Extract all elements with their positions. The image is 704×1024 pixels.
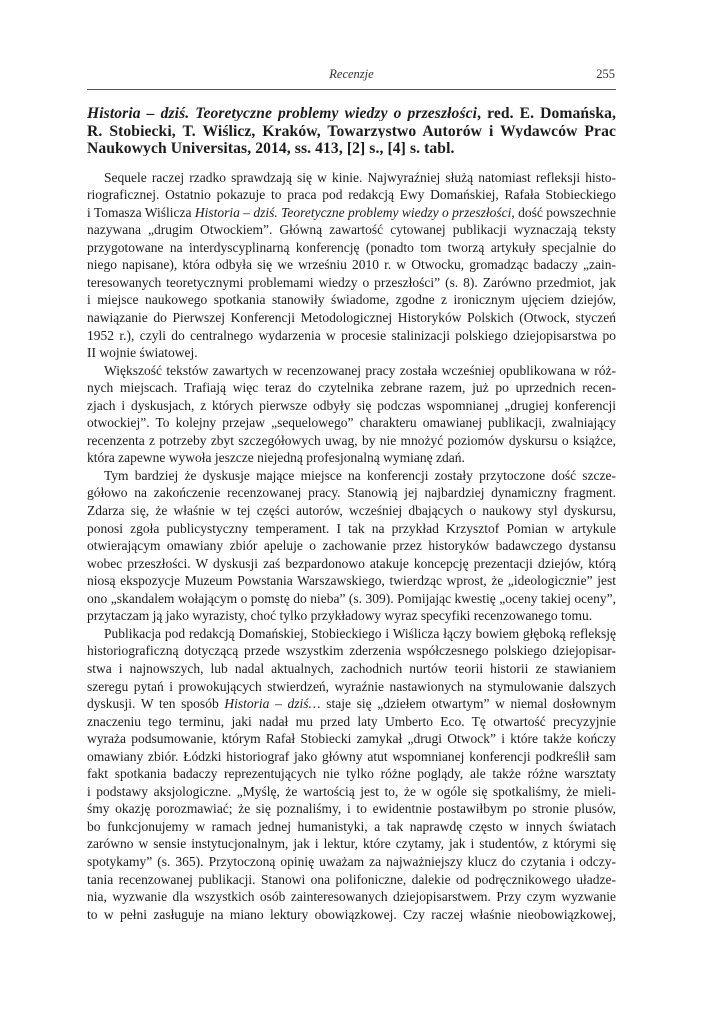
text-segment: bo funkcjonujemy w ramach jednej humanistyki, a tak naprawdę często w innych światach [87,818,616,834]
text-segment: przytaczam ją jako wyrazisty, choć tylko przykładowy wyraz specyfiki recenzowanego tomu. [87,608,593,624]
text-line [87,502,616,520]
text-line [87,783,616,801]
text-segment: recenzenta z potrzeby zbyt szczegółowych uwag, by nie mnożyć poziomów dyskursu o książce, [87,432,616,448]
text-line [87,484,616,502]
text-segment: dyskusji. W ten sposób [87,696,225,712]
text-line [87,748,616,766]
text-segment: , dość powszechnie [511,204,616,220]
page [87,62,616,923]
text-segment: otwierającym omawiany zbiór apeluje o zachowanie przez historyków badawczego dystansu [87,538,616,554]
text-line [87,572,616,590]
text-segment: Sequele raczej rzadko sprawdzają się w kinie. Najwyraźniej służą natomiast refleksji histo- [104,169,616,185]
text-segment: II wojnie światowej. [87,345,198,361]
text-segment: 1952 r.), czyli do centralnego wydarzenia w procesie stalinizacji polskiego dziejopisarstwa po [87,327,616,343]
text-segment: niosą ekspozycje Muzeum Powstania Warszawskiego, twierdząc wprost, że „ideologicznie” jest [87,573,616,589]
text-segment: stwa i najnowszych, lub nadal aktualnych, zachodnich nurtów teorii historii ze stawianiem [87,660,616,676]
text-line [87,204,616,222]
text-line [87,537,616,555]
text-segment: tania recenzowanej publikacji. Stanowi ona polifoniczne, dalekie od podręcznikowego uładze- [87,871,616,887]
text-line [87,835,616,853]
text-segment: zjach i dyskusjach, z których pierwsze odbyły się podczas wspomnianej „drugiej konferencji [87,397,616,413]
text-line [87,590,616,608]
text-line [87,713,616,731]
text-segment: to w pełni zasługuje na miano lektury obowiązkowej. Czy raczej właśnie nieobowiązkowej, [87,906,616,922]
text-segment: śmy okazję porozmawiać; że się poznaliśmy, i to ewidentnie postawiłbym po stronie plusów, [87,801,616,817]
text-line [87,467,616,485]
text-line [87,607,616,625]
heading-line-1 [87,103,616,121]
text-segment: wobec przeszłości. W dyskusji zaś bezpardonowo atakuje koncepcję prezentacji dziejów, którą [87,555,616,571]
text-segment: zarówno w sensie instytucjonalnym, jak i lektur, które czytamy, jak i studentów, z którymi się [87,836,616,852]
text-segment: szeregu pytań i prowokujących stwierdzeń, wyraźnie nastawionych na stymulowanie dalszych [87,678,616,694]
text-segment: znaczeniu tego terminu, jaki nadał mu przed laty Umberto Eco. Tę otwartość precyzyjnie [87,713,616,729]
text-line [87,397,616,415]
book-title: Historia – dziś. Teoretyczne problemy wiedzy o przeszłości [87,105,478,121]
heading-line-3: Naukowych Universitas, 2014, ss. 413, [2] s., [4] s. tabl. [87,140,455,156]
text-line [87,432,616,450]
text-segment: Publikacja pod redakcją Domańskiej, Stobieckiego i Wiślicza łączy bowiem głęboką refleksję [104,625,616,641]
text-segment: która zapewne wywoła jeszcze niejedną profesjonalną wymianę zdań. [87,450,465,466]
text-segment: i miejsce naukowego spotkania stanowiły świadome, zgodne z ironicznym ujęciem dziejów, [87,292,616,308]
text-segment: wyraża podsumowanie, którym Rafał Stobiecki zamykał „drugi Otwock” i które także kończy [87,731,616,747]
text-segment: omawiany zbiór. Łódzki historiograf jako główny atut wspomnianej konferencji podkreślił sam [87,748,616,764]
text-line [87,379,616,397]
text-line [87,221,616,239]
text-line [87,660,616,678]
text-segment: Tym bardziej że dyskusje mające miejsce na konferencji zostały przytoczone dość szcze- [104,467,616,483]
text-line [87,520,616,538]
text-segment: ponosi zgoła publicystyczny temperament. I tak na przykład Krzysztof Pomian w artykule [87,520,616,536]
text-segment: i podstawy aksjologiczne. „Myślę, że wartością jest to, że w ogóle się spotkaliśmy, że mieli- [87,783,616,799]
text-line [87,414,616,432]
text-line [87,309,616,327]
text-line [87,291,616,309]
text-line [87,362,616,380]
text-segment: nawiązanie do Pierwszej Konferencji Metodologicznej Historyków Polskich (Otwock, styczeń [87,310,616,326]
text-line [87,169,616,187]
text-segment: nia, wyzwanie dla wszystkich osób zainteresowanych dziejopisarstwem. Przy czym wyzwanie [87,889,616,905]
text-line [87,327,616,345]
text-line [87,555,616,573]
text-segment: otwockiej”. To kolejny przejaw „sequelowego” charakteru omawianej publikacji, zwalniający [87,415,616,431]
text-line [87,695,616,713]
text-segment: riograficznej. Ostatnio pokazuje to praca pod redakcją Ewy Domańskiej, Rafała Stobieckiego [87,187,616,203]
running-head [87,62,616,82]
text-line [87,853,616,871]
text-line [87,186,616,204]
text-segment: fakt spotkania badaczy reprezentujących nie tylko różne poglądy, ale także różne warsztaty [87,766,616,782]
text-line [87,800,616,818]
text-line [87,818,616,836]
text-line [87,871,616,889]
text-segment: spotykamy” (s. 365). Przytoczoną opinię uważam za najważniejszy klucz do czytania i odczy- [87,853,616,869]
text-segment: niego napisane), która odbyła się we wrześniu 2010 r. w Otwocku, gromadząc badaczy „zain- [87,257,616,273]
text-segment: Zdarza się, że właśnie w tej części autorów, wcześniej dbających o naukowy styl dyskursu, [87,503,616,519]
heading-editors: , red. E. Domańska, [477,105,616,121]
text-line [87,625,616,643]
text-segment: i Tomasza Wiślicza [87,204,195,220]
text-line [87,239,616,257]
text-segment: przygotowane na interdyscyplinarną konferencję (ponadto tom tworzą artykuły specjalnie do [87,239,616,255]
text-line [87,678,616,696]
italic-title: Historia – dziś… [224,696,321,712]
text-line [87,888,616,906]
text-line [87,906,616,924]
text-line [87,765,616,783]
text-segment: teresowanych teoretycznymi problemami wiedzy o przeszłości” (s. 8). Zarówno przedmiot, jak [87,274,616,290]
heading-line-2: R. Stobiecki, T. Wiślicz, Kraków, Towarzystwo Autorów i Wydawców Prac [87,122,616,139]
text-segment: gółowo na zakończenie recenzowanej pracy. Stanowią jej najbardziej dynamiczny fragment. [87,485,616,501]
running-title: Recenzje [329,67,374,81]
page-number: 255 [596,67,615,81]
paragraph [87,169,616,362]
text-segment: Większość tekstów zawartych w recenzowanej pracy została wcześniej opublikowana w róż- [104,362,616,378]
text-segment: nazywana „drugim Otwockiem”. Główną zawartość cytowanej publikacji wyznaczają teksty [87,222,616,238]
text-line [87,642,616,660]
text-line [87,344,616,362]
text-segment: ono „skandalem wołającym o pomstę do nieba” (s. 309). Pomijając kwestię „oceny takiej oceny”, [87,590,616,606]
paragraph [87,467,616,625]
text-segment: historiograficzną dotyczącą przede wszystkim zderzenia współczesnego polskiego dziejopisar- [87,643,616,659]
paragraph [87,625,616,923]
text-line [87,256,616,274]
text-line [87,449,616,467]
review-heading [87,103,616,156]
italic-title: Historia – dziś. Teoretyczne problemy wiedzy o przeszłości [194,204,512,220]
review-body [87,169,616,924]
text-segment: staje się „dziełem otwartym” w niemal dosłownym [320,696,616,712]
text-segment: nych miejscach. Trafiają więc teraz do czytelnika zebrane razem, już po uprzednich recen- [87,380,616,396]
text-line [87,730,616,748]
text-line [87,274,616,292]
paragraph [87,362,616,467]
header-rule [87,89,616,90]
